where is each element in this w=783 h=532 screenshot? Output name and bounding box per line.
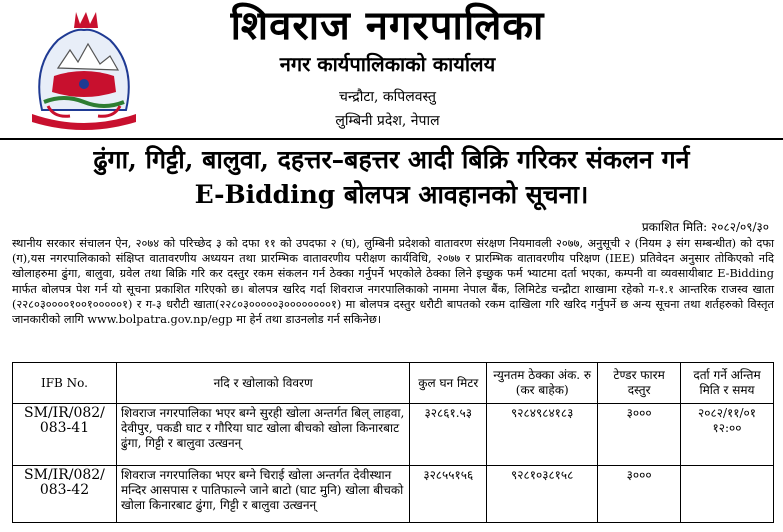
header-divider [0, 138, 783, 140]
deadline [681, 466, 774, 523]
notice-title: ढुंगा, गिट्टी, बालुवा, दहत्तर–बहत्तर आदी बिक्रि गरिकर संकलन गर्न [93, 145, 690, 174]
deadline: २०८२/११/०१ १२:०० [681, 404, 774, 466]
letterhead [0, 0, 783, 138]
river-description: शिवराज नगरपालिका भएर बग्ने चिराई खोला अन्तर्गत देवीस्थान मन्दिर आसपास र पातिफाल्ने जाने बाटो (घाट मुनि) खोला बीचको खोला किनारबाट ढुंगा, गिट्टी र बालुवा उत्खनन् [116, 466, 409, 523]
form-fee: ३००० [598, 466, 681, 523]
river-description: शिवराज नगरपालिका भएर बग्ने सुरही खोला अन्तर्गत बिल् लाहवा, देवीपुर, पकडी घाट र गौरिया घाट खोला बीचको खोला किनारबाट ढुंगा, गिट्टी र बालुवा उत्खनन् [116, 404, 409, 466]
published-date: प्रकाशित मिति: २०८२/०९/३० [641, 220, 769, 234]
notice-subtitle: E-Bidding बोलपत्र आवहानको सूचना। [194, 180, 589, 209]
minimum-amount: ९२८४९८४१८३ [487, 404, 598, 466]
total-volume: ३२८६१.५३ [410, 404, 487, 466]
notice-body: स्थानीय सरकार संचालन ऐन, २०७४ को परिच्छेद ३ को दफा ११ को उपदफा २ (घ), लुम्बिनी प्रदेशको वातावरण संरक्षण नियमावली २०७७, अनुसूची २ (नियम ३ संग सम्बन्धीत) को दफा (ग),यस नगरपालिकाको संक्षिप्त वातावरणीय अध्ययन तथा प्रारम्भिक वातावरणीय परीक्षण कार्यविधि, २०७७ र प्रारम्भिक वातावरणीय परिक्षण (IEE) प्रतिवेदन अनुसार तोकिएको नदि खोलाहरुमा ढुंगा, बालुवा, ग्रवेल तथा बिक्रि गरि कर दस्तुर रकम संकलन गर्न ठेक्का गर्नुपर्ने भएकोले ठेक्का लिने इच्छुक फर्म भ्याटमा दर्ता भएका, कम्पनी वा व्यवसायीबाट E-Bidding मार्फत बोलपत्र पेश गर्न यो सूचना प्रकाशित गरिएको छ। बोलपत्र खरिद गर्दा शिवराज नगरपालिकाको नाममा नेपाल बैंक, लिमिटेड चन्द्रौटा शाखामा रहेको ग-१.१ आन्तरिक राजस्व खाता (२२८०३००००१००१०००००१) र ग-३ धरौटी खाता(२२८०३०००००३००००००००१) मा बोलपत्र दस्तुर धरौटी बापतको रकम दाखिला गरि खरिद गर्नुपर्ने छ अन्य सूचना तथा शर्तहरुको विस्तृत जानकारीको लागि www.bolpatra.gov.np/egp मा हेर्न तथा डाउनलोड गर्न सकिनेछ। [12, 237, 774, 327]
total-volume: ३२८५५१५६ [410, 466, 487, 523]
header-min-amount: न्युनतम ठेक्का अंक. रु (कर बाहेक) [487, 363, 598, 404]
office-name: नगर कार्यपालिकाको कार्यालय [279, 52, 496, 76]
form-fee: ३००० [598, 404, 681, 466]
bid-table [12, 362, 774, 523]
header-volume: कुल घन मिटर [410, 363, 487, 404]
table-header-row [13, 363, 774, 404]
table-row [13, 466, 774, 523]
address-line-2: लुम्बिनी प्रदेश, नेपाल [335, 113, 440, 129]
org-name: शिवराज नगरपालिका [230, 2, 545, 49]
header-deadline: दर्ता गर्ने अन्तिम मिति र समय [681, 363, 774, 404]
address-line-1: चन्द्रौटा, कपिलवस्तु [339, 89, 436, 105]
table-row [13, 404, 774, 466]
nepal-emblem-icon [14, 6, 154, 130]
header-description: नदि र खोलाको विवरण [116, 363, 409, 404]
header-form-fee: टेण्डर फारम दस्तुर [598, 363, 681, 404]
ifb-number: SM/IR/082/ 083-42 [13, 466, 117, 523]
minimum-amount: ९२८१०३८१५८ [487, 466, 598, 523]
header-ifb-no: IFB No. [13, 363, 117, 404]
ifb-number: SM/IR/082/ 083-41 [13, 404, 117, 466]
